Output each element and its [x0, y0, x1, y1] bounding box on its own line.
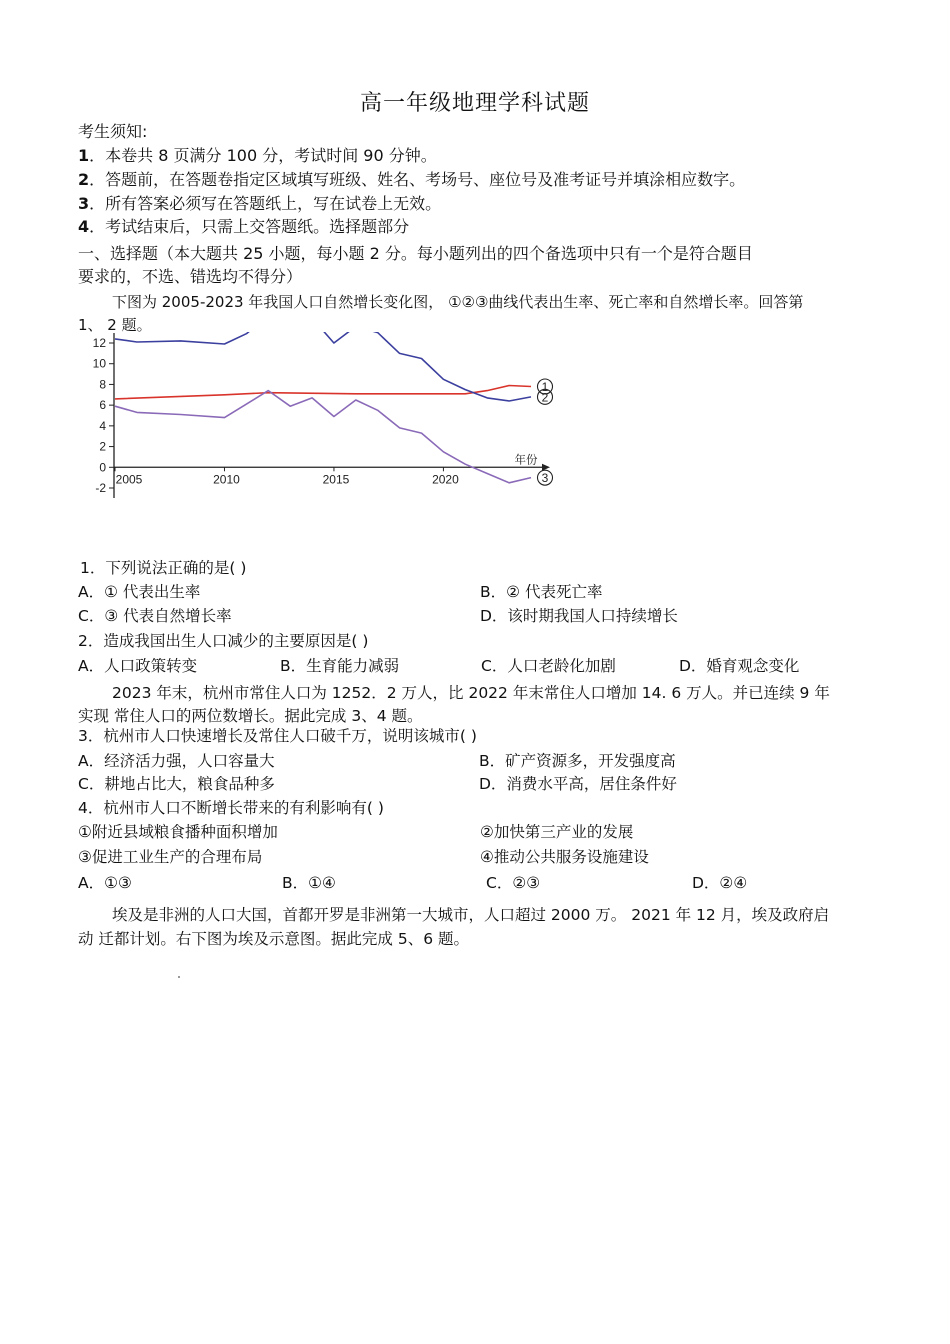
y-tick-label: 12 — [92, 336, 106, 350]
notice-item-2 — [78, 169, 745, 191]
notice-num: 3 — [78, 194, 90, 213]
q1-option-d[interactable]: D．该时期我国人口持续增长 — [480, 607, 678, 625]
intro-q1-2-line1: 下图为 2005-2023 年我国人口自然增长变化图， ①②③曲线代表出生率、死亡率和自然增长率。回答第 — [112, 293, 804, 311]
q4-item-4: ④推动公共服务设施建设 — [480, 848, 649, 866]
q2-stem: 2．造成我国出生人口减少的主要原因是( ) — [78, 632, 369, 650]
series-line-2 — [115, 330, 531, 401]
q4-item-1: ①附近县域粮食播种面积增加 — [78, 823, 278, 841]
y-tick-label: 2 — [99, 439, 106, 454]
q4-option-b[interactable]: B．①④ — [282, 874, 336, 892]
q1-option-c[interactable]: C．③ 代表自然增长率 — [78, 607, 232, 625]
y-tick-label: -2 — [95, 481, 106, 495]
intro-q1-2-line2: 1、 2 题。 — [78, 316, 152, 334]
notice-item-4 — [78, 216, 409, 238]
notice-item-1 — [78, 145, 437, 167]
q3-option-d[interactable]: D．消费水平高，居住条件好 — [479, 775, 677, 793]
q1-option-b[interactable]: B．② 代表死亡率 — [480, 583, 603, 601]
q4-option-d[interactable]: D．②④ — [692, 874, 748, 892]
x-tick-label: 2010 — [213, 472, 240, 487]
notice-heading: 考生须知: — [78, 122, 148, 141]
q4-item-3: ③促进工业生产的合理布局 — [78, 848, 263, 866]
series-line-1 — [115, 386, 531, 399]
x-tick-label: 2005 — [115, 472, 143, 487]
x-axis-label: 年份 — [514, 454, 538, 467]
q4-item-2: ②加快第三产业的发展 — [480, 823, 634, 841]
q2-option-c[interactable]: C．人口老龄化加剧 — [481, 657, 616, 675]
series-label-1: 1 — [541, 380, 549, 394]
population-growth-chart — [84, 330, 564, 505]
x-tick-label: 2015 — [322, 472, 350, 487]
notice-num: 1 — [78, 146, 90, 165]
x-tick-label: 2020 — [432, 472, 459, 487]
q4-option-a[interactable]: A．①③ — [78, 874, 132, 892]
y-tick-label: 8 — [99, 377, 106, 392]
y-tick-label: 10 — [92, 356, 106, 371]
q4-stem: 4．杭州市人口不断增长带来的有利影响有( ) — [78, 799, 384, 817]
intro-q3-4-line1: 2023 年末，杭州市常住人口为 1252．2 万人，比 2022 年末常住人口增加 14. 6 万人。并已连续 9 年 — [112, 684, 830, 702]
q3-option-c[interactable]: C．耕地占比大，粮食品种多 — [78, 775, 275, 793]
series-line-3 — [115, 391, 531, 483]
section-heading-line1: 一、选择题（本大题共 25 小题，每小题 2 分。每小题列出的四个备选项中只有一个是符合题目 — [78, 244, 753, 263]
intro-q3-4-line2: 实现 常住人口的两位数增长。据此完成 3、4 题。 — [78, 707, 423, 725]
chart-series — [115, 330, 531, 483]
q2-option-d[interactable]: D．婚育观念变化 — [679, 657, 800, 675]
section-heading-line2: 要求的，不选、错选均不得分） — [78, 267, 303, 286]
q2-option-a[interactable]: A．人口政策转变 — [78, 657, 198, 675]
notice-num: 4 — [78, 217, 90, 236]
q3-stem: 3．杭州市人口快速增长及常住人口破千万，说明该城市( ) — [78, 727, 477, 745]
series-label-3: 3 — [541, 471, 549, 486]
notice-text: ．所有答案必须写在答题纸上，写在试卷上无效。 — [89, 194, 442, 213]
q3-option-a[interactable]: A．经济活力强，人口容量大 — [78, 752, 275, 770]
q1-option-a[interactable]: A．① 代表出生率 — [78, 583, 201, 601]
q2-option-b[interactable]: B．生育能力减弱 — [280, 657, 400, 675]
notice-text: ．答题前，在答题卷指定区域填写班级、姓名、考场号、座位号及准考证号并填涂相应数字。 — [89, 170, 746, 189]
intro-q5-6-line2: 动 迁都计划。右下图为埃及示意图。据此完成 5、6 题。 — [78, 930, 470, 948]
notice-text: ．考试结束后，只需上交答题纸。选择题部分 — [89, 217, 410, 236]
series-label-2: 2 — [541, 390, 549, 405]
y-tick-label: 0 — [99, 460, 106, 475]
q3-option-b[interactable]: B．矿产资源多，开发强度高 — [479, 752, 676, 770]
y-tick-label: 6 — [99, 398, 106, 413]
notice-text: ．本卷共 8 页满分 100 分，考试时间 90 分钟。 — [89, 146, 437, 165]
notice-num: 2 — [78, 170, 90, 189]
notice-item-3 — [78, 193, 441, 215]
page-title: 高一年级地理学科试题 — [359, 91, 590, 116]
q4-option-c[interactable]: C．②③ — [486, 874, 541, 892]
stray-dot — [178, 976, 180, 978]
q1-stem: 1．下列说法正确的是( ) — [80, 559, 247, 577]
y-tick-label: 4 — [99, 418, 106, 433]
intro-q5-6-line1: 埃及是非洲的人口大国，首都开罗是非洲第一大城市，人口超过 2000 万。 2021 年 12 月，埃及政府启 — [112, 906, 830, 924]
